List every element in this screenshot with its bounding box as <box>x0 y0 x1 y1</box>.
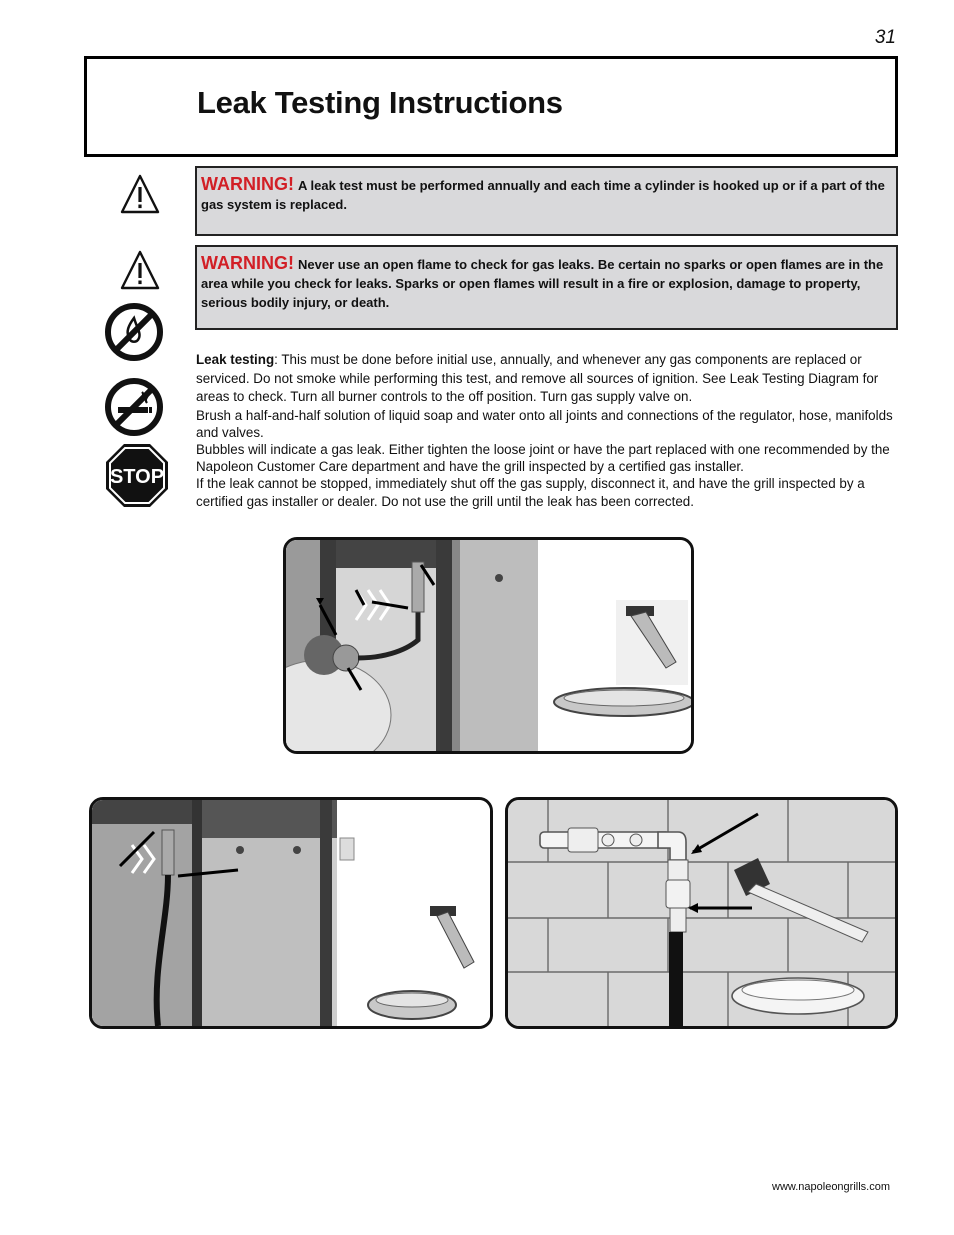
stop-sign-icon <box>104 441 170 511</box>
leak-test-diagram-regulator <box>283 537 694 754</box>
paragraph-bubbles: Bubbles will indicate a gas leak. Either tighten the loose joint or have the part replaced with one recommended by the Napoleon Customer Care department and have the grill inspected by a certified gas installer. <box>196 441 890 474</box>
instructions-text <box>196 351 901 512</box>
warning-label: WARNING! <box>201 253 294 273</box>
paragraph-brush: Brush a half-and-half solution of liquid soap and water onto all joints and connections of the regulator, hose, manifolds and valves. <box>196 407 893 440</box>
paragraph-leak-testing: Leak testing: This must be done before initial use, annually, and whenever any gas components are replaced or serviced. Do not smoke while performing this test, and remove all sources of ignition. See Leak Testing Diagram for areas to check. Turn all burner controls to the off position. Turn gas supply valve on. <box>196 352 879 404</box>
leak-test-diagram-pipe <box>505 797 898 1029</box>
page-number: 31 <box>874 27 896 48</box>
warning-box-annual <box>195 166 898 236</box>
paragraph-cannot-stop: If the leak cannot be stopped, immediately shut off the gas supply, disconnect it, and have the grill inspected by a certified gas installer or dealer. Do not use the grill until the leak has been corrected. <box>196 475 865 509</box>
leak-testing-label: Leak testing <box>196 352 275 367</box>
stop-sign-text: STOP <box>109 466 165 488</box>
page-title: Leak Testing Instructions <box>197 85 563 120</box>
warning-text: A leak test must be performed annually and each time a cylinder is hooked up or if a part of the gas system is replaced. <box>201 178 885 212</box>
footer-url: www.napoleongrills.com <box>772 1181 890 1193</box>
leak-test-diagram-hose <box>89 797 493 1029</box>
no-smoking-icon <box>104 374 166 440</box>
no-open-flame-icon <box>104 298 166 366</box>
title-box <box>84 56 898 157</box>
warning-triangle-icon <box>104 248 176 292</box>
warning-label: WARNING! <box>201 174 294 194</box>
warning-box-open-flame <box>195 245 898 330</box>
warning-triangle-icon <box>104 172 176 216</box>
warning-text: Never use an open flame to check for gas leaks. Be certain no sparks or open flames are in the area while you check for leaks. Sparks or open flames will result in a fire or explosion, damage to property, serious bodily injury, or death. <box>201 257 884 310</box>
